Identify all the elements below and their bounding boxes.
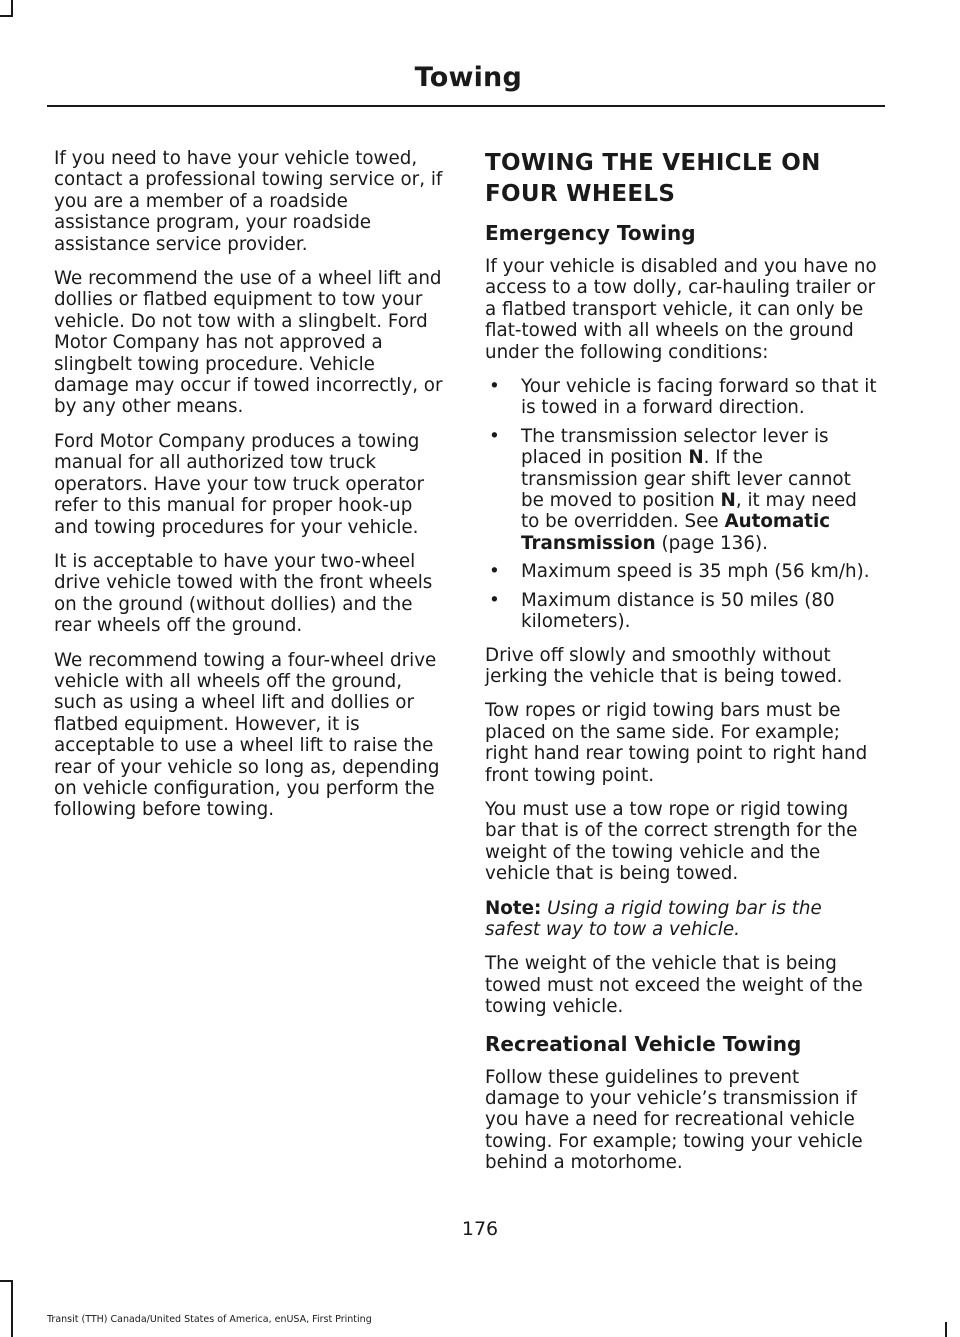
paragraph: You must use a tow rope or rigid towing bar that is of the correct strength for the weight of the towing vehicle and the vehicle that is being towed. [485,798,858,885]
paragraph: If your vehicle is disabled and you have no access to a tow dolly, car-hauling trailer or a flatbed transport vehicle, it can only be flat-towed with all wheels on the ground under the following conditions: [485,256,877,363]
footer-text: Transit (TTH) Canada/United States of America, enUSA, First Printing [47,1314,372,1325]
conditions-list [485,376,879,632]
automatic-transmission-link[interactable]: Automatic Transmission [521,511,831,554]
header-divider [47,105,885,107]
section-heading: TOWING THE VEHICLE ON FOUR WHEELS [485,150,821,207]
list-item-text: Maximum distance is 50 miles (80 kilometers). [521,589,835,633]
page-number: 176 [461,1218,499,1240]
note-text: Using a rigid towing bar is the safest way to tow a vehicle. [485,897,822,940]
paragraph: Ford Motor Company produces a towing manual for all authorized tow truck operators. Have your tow truck operator refer to this manual for proper hook-up and towing procedures for your vehicle. [54,430,424,538]
list-item-text: Your vehicle is facing forward so that it is towed in a forward direction. [521,376,877,419]
subsection-heading-recreational-towing: Recreational Vehicle Towing [485,1031,802,1056]
right-column [485,148,879,1187]
paragraph: It is acceptable to have your two-wheel drive vehicle towed with the front wheels on the ground (without dollies) and the rear wheels off the ground. [54,550,433,637]
position-n: N [720,490,736,512]
bullet-icon: • [489,561,500,583]
crop-mark-bottom-left [0,1280,13,1282]
crop-mark-bottom-left [11,1280,13,1337]
note-label: Note: [485,897,542,919]
paragraph: Follow these guidelines to prevent damage to your vehicle’s transmission if you have a need for recreational vehicle towing. For example; towing your vehicle behind a motorhome. [485,1066,863,1174]
list-item [485,590,879,633]
note [485,898,879,941]
bullet-icon: • [489,376,500,398]
list-item [485,426,879,554]
subsection-heading-emergency-towing: Emergency Towing [485,221,696,245]
list-item [485,561,879,582]
bullet-icon: • [489,589,500,611]
crop-mark-top-left [0,15,13,17]
paragraph: Drive off slowly and smoothly without jerking the vehicle that is being towed. [485,644,843,687]
left-column [54,148,448,834]
paragraph: We recommend towing a four-wheel drive vehicle with all wheels off the ground, such as using a wheel lift and dollies or flatbed equipment. However, it is acceptable to use a wheel lift to raise the rear of your vehicle so long as, depending on vehicle configuration, you perform the following before towing. [54,649,440,821]
paragraph: Tow ropes or rigid towing bars must be placed on the same side. For example; right hand rear towing point to right hand front towing point. [485,700,868,786]
paragraph: If you need to have your vehicle towed, contact a professional towing service or, if you are a member of a roadside assistance program, your roadside assistance service provider. [54,148,443,255]
bullet-icon: • [489,425,500,447]
list-item [485,376,879,419]
crop-mark-bottom-right [945,1322,947,1337]
position-n: N [688,447,704,469]
list-item-text: Maximum speed is 35 mph (56 km/h). [521,561,870,583]
page-title: Towing [414,62,522,93]
paragraph: We recommend the use of a wheel lift and dollies or flatbed equipment to tow your vehicle. Do not tow with a slingbelt. Ford Motor Company has not approved a slingbelt towing procedure. Vehicle damage may occur if towed incorrectly, or by any other means. [54,268,443,418]
paragraph: The weight of the vehicle that is being towed must not exceed the weight of the towing vehicle. [485,953,863,1018]
list-item-text: The transmission selector lever is placed in position N. If the transmission gear shift lever cannot be moved to position N, it may need to be overridden. See Automatic Transmission (page 136). [521,425,857,554]
